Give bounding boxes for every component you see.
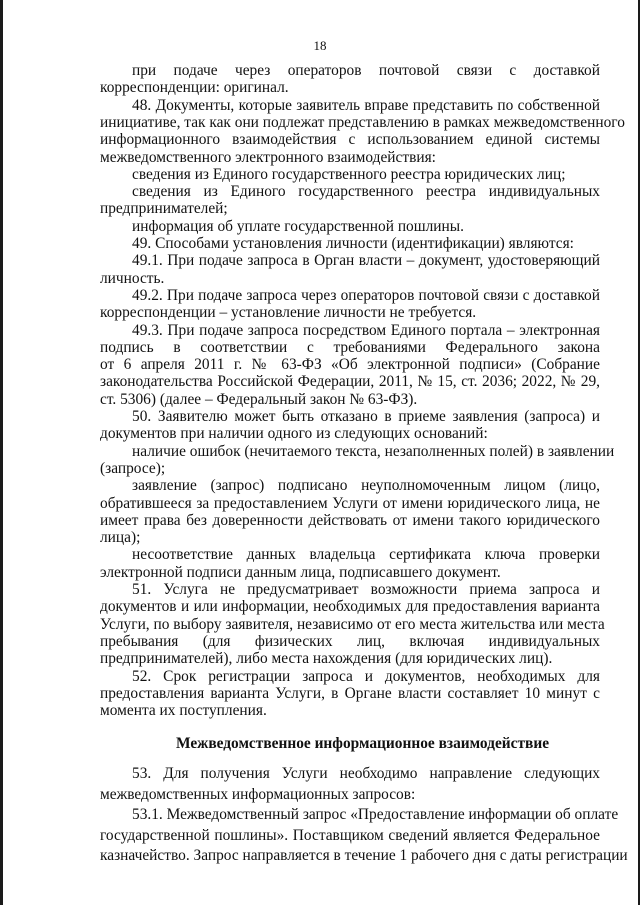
text-line: лица); xyxy=(100,529,141,546)
text-line: информация об уплате государственной пошлины. xyxy=(132,218,464,235)
text-line: информационного взаимодействия с использованием единой системы xyxy=(100,131,600,148)
text-line: предоставления варианта Услуги, в Органе власти составляет 10 минут с xyxy=(100,685,600,702)
text-line: 52. Срок регистрации запроса и документов, необходимых для xyxy=(132,668,600,685)
text-line: 50. Заявителю может быть отказано в приеме заявления (запроса) и xyxy=(132,408,600,425)
text-line: предпринимателей; xyxy=(100,200,228,217)
text-line: инициативе, так как они подлежат представлению в рамках межведомственного xyxy=(100,114,625,131)
text-line: личность. xyxy=(100,270,165,287)
text-line: заявление (запрос) подписано неуполномоченным лицом (лицо, xyxy=(132,477,600,494)
text-line: законодательства Российской Федерации, 2011, № 15, ст. 2036; 2022, № 29, xyxy=(100,373,600,390)
text-line: наличие ошибок (нечитаемого текста, незаполненных полей) в заявлении xyxy=(132,443,615,460)
text-line: момента их поступления. xyxy=(100,702,267,719)
text-line: межведомственных информационных запросов: xyxy=(100,786,416,803)
section-heading: Межведомственное информационное взаимодействие xyxy=(176,735,550,752)
text-line: 49.1. При подаче запроса в Орган власти – документ, удостоверяющий xyxy=(132,252,600,269)
text-line: 53.1. Межведомственный запрос «Предоставление информации об оплате xyxy=(132,806,619,823)
text-line: 53. Для получения Услуги необходимо направление следующих xyxy=(132,765,600,782)
text-line: сведения из Единого государственного реестра индивидуальных xyxy=(132,183,600,200)
page-number: 18 xyxy=(313,38,327,53)
text-line: межведомственного электронного взаимодействия: xyxy=(100,149,436,166)
text-line: имеет права без доверенности действовать от имени такого юридического xyxy=(100,512,600,529)
text-line: сведения из Единого государственного реестра юридических лиц; xyxy=(132,166,566,183)
text-line: государственной пошлины». Поставщиком сведений является Федеральное xyxy=(100,827,600,844)
text-line: ст. 5306) (далее – Федеральный закон № 63-ФЗ). xyxy=(100,391,418,408)
text-line: 49.2. При подаче запроса через операторов почтовой связи с доставкой xyxy=(132,287,600,304)
text-line: 49.3. При подаче запроса посредством Единого портала – электронная xyxy=(132,322,600,339)
text-line: 51. Услуга не предусматривает возможности приема запроса и xyxy=(132,581,600,598)
text-line: (запросе); xyxy=(100,460,166,477)
text-line: документов и или информации, необходимых для предоставления варианта xyxy=(100,598,600,615)
text-line: 49. Способами установления личности (идентификации) являются: xyxy=(132,235,574,252)
text-line: документов при наличии одного из следующих оснований: xyxy=(100,425,488,442)
text-line: пребывания (для физических лиц, включая индивидуальных xyxy=(100,633,600,650)
text-line: электронной подписи данным лица, подписавшего документ. xyxy=(100,564,501,581)
text-line: при подаче через операторов почтовой связи с доставкой xyxy=(132,62,600,79)
text-line: обратившееся за предоставлением Услуги от имени юридического лица, не xyxy=(100,495,600,512)
text-line: корреспонденции – установление личности не требуется. xyxy=(100,304,477,321)
text-line: предпринимателей), либо места нахождения (для юридических лиц). xyxy=(100,650,553,667)
scan-edge-left xyxy=(0,0,3,905)
text-line: подпись в соответствии с требованиями Федерального закона xyxy=(100,339,600,356)
text-line: корреспонденции: оригинал. xyxy=(100,79,289,96)
text-line: от 6 апреля 2011 г. № 63-ФЗ «Об электронной подписи» (Собрание xyxy=(100,356,600,373)
text-line: казначейство. Запрос направляется в течение 1 рабочего дня с даты регистрации xyxy=(100,847,628,864)
text-line: несоответствие данных владельца сертификата ключа проверки xyxy=(132,546,600,563)
text-line: Услуги, по выбору заявителя, независимо от его места жительства или места xyxy=(100,616,605,633)
text-line: 48. Документы, которые заявитель вправе представить по собственной xyxy=(132,97,600,114)
